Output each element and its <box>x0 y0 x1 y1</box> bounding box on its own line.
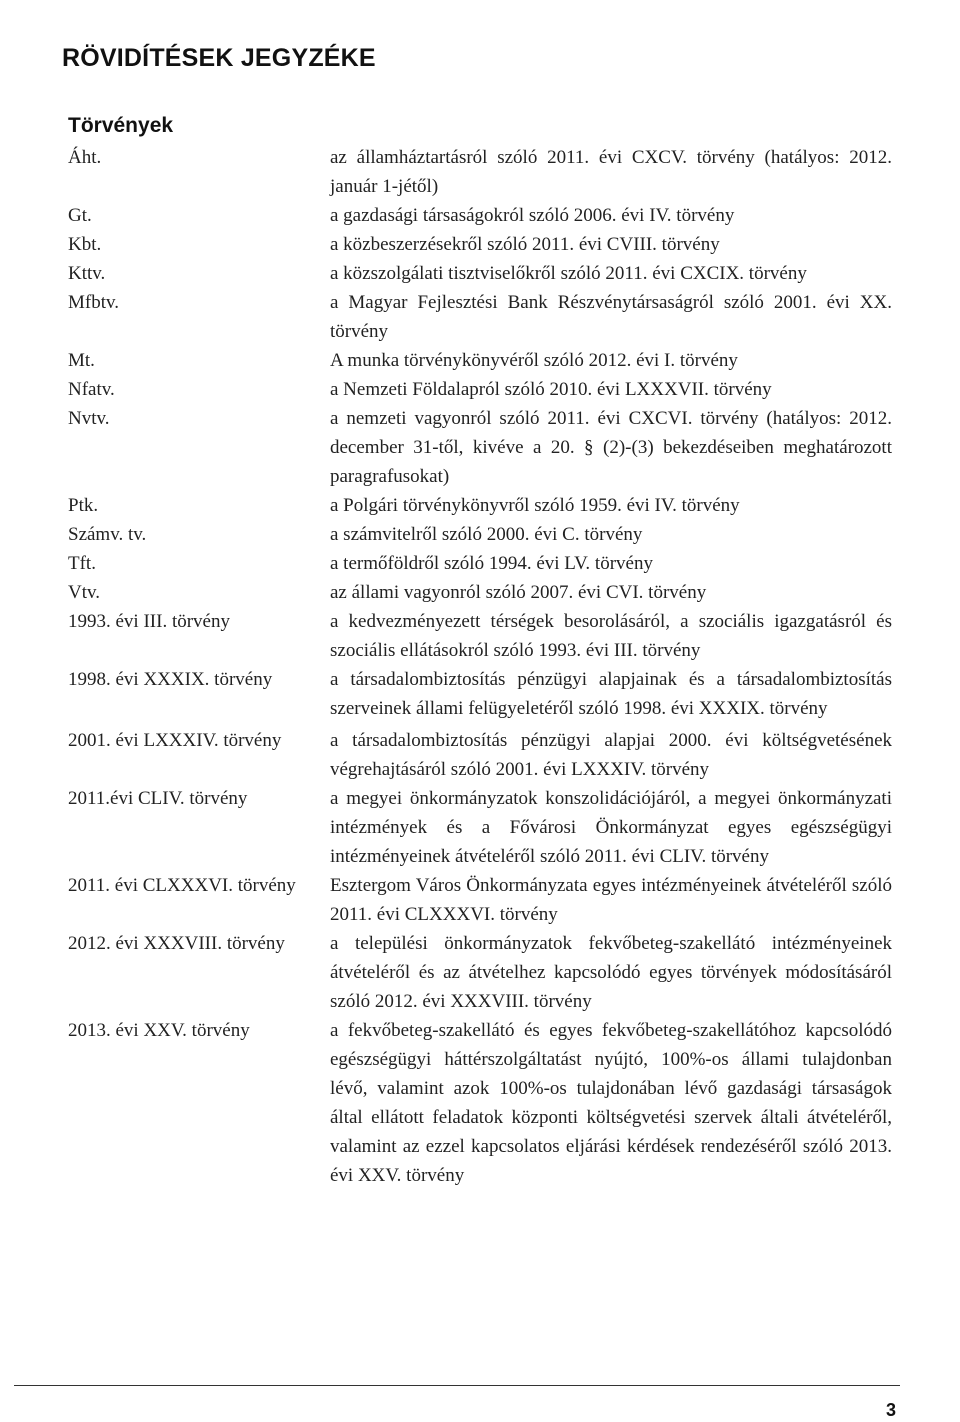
abbreviation-term: Ptk. <box>68 495 99 516</box>
list-item <box>68 578 898 607</box>
abbreviation-definition: a Polgári törvénykönyvről szóló 1959. évi IV. törvény <box>330 495 740 516</box>
abbreviation-definition: az állami vagyonról szóló 2007. évi CVI. törvény <box>330 582 707 603</box>
abbreviation-definition: a nemzeti vagyonról szóló 2011. évi CXCVI. törvény (hatályos: 2012. december 31-től, kivéve a 20. § (2)-(3) bekezdéseiben meghatározott paragrafusokat) <box>330 408 892 487</box>
list-item <box>68 259 898 288</box>
abbreviation-term: 2011.évi CLIV. törvény <box>68 788 248 809</box>
abbreviation-definition: a társadalombiztosítás pénzügyi alapjainak és a társadalombiztosítás szerveinek állami felügyeletéről szóló 1998. évi XXXIX. törvény <box>330 669 892 719</box>
abbreviation-term: Kbt. <box>68 234 102 255</box>
list-item <box>68 346 898 375</box>
abbreviation-definition: a termőföldről szóló 1994. évi LV. törvény <box>330 553 653 574</box>
list-item <box>68 549 898 578</box>
abbreviation-definition: a gazdasági társaságokról szóló 2006. évi IV. törvény <box>330 205 735 226</box>
list-item <box>68 201 898 230</box>
abbreviation-term: Mfbtv. <box>68 292 120 313</box>
list-item <box>68 607 898 665</box>
list-item <box>68 143 898 201</box>
list-item <box>68 871 898 929</box>
abbreviation-definition: a közszolgálati tisztviselőkről szóló 2011. évi CXCIX. törvény <box>330 263 807 284</box>
abbreviation-definition: a fekvőbeteg-szakellátó és egyes fekvőbeteg-szakellátóhoz kapcsolódó egészségügyi háttérszolgáltatást nyújtó, 100%-os állami tulajdonban lévő, valamint azok 100%-os tulajdonában lévő gazdasági társaságok által ellátott feladatok központi költségvetési szervek általi átvételéről, valamint az ezzel kapcsolatos eljárási kérdések rendezéséről szóló 2013. évi XXV. törvény <box>330 1020 892 1186</box>
page-number: 3 <box>886 1400 897 1420</box>
abbreviation-list <box>68 143 898 1190</box>
list-item <box>68 665 898 723</box>
abbreviation-term: Kttv. <box>68 263 106 284</box>
abbreviation-term: 2001. évi LXXXIV. törvény <box>68 730 282 751</box>
footer-divider <box>14 1385 900 1386</box>
abbreviation-definition: Esztergom Város Önkormányzata egyes intézményeinek átvételéről szóló 2011. évi CLXXXVI. törvény <box>330 875 892 925</box>
abbreviation-definition: a települési önkormányzatok fekvőbeteg-szakellátó intézményeinek átvételéről és az átvételhez kapcsolódó egyes törvények módosításáról szóló 2012. évi XXXVIII. törvény <box>330 933 892 1012</box>
abbreviation-term: 1998. évi XXXIX. törvény <box>68 669 273 690</box>
abbreviation-term: Tft. <box>68 553 96 574</box>
abbreviation-definition: az államháztartásról szóló 2011. évi CXCV. törvény (hatályos: 2012. január 1-jétől) <box>330 147 892 197</box>
abbreviation-definition: a kedvezményezett térségek besorolásáról, a szociális igazgatásról és szociális ellátásokról szóló 1993. évi III. törvény <box>330 611 892 661</box>
abbreviation-definition: a számvitelről szóló 2000. évi C. törvény <box>330 524 643 545</box>
abbreviation-term: Áht. <box>68 147 102 168</box>
abbreviation-definition: A munka törvénykönyvéről szóló 2012. évi I. törvény <box>330 350 738 371</box>
abbreviation-term: Vtv. <box>68 582 101 603</box>
abbreviation-definition: a közbeszerzésekről szóló 2011. évi CVIII. törvény <box>330 234 720 255</box>
list-item <box>68 520 898 549</box>
abbreviation-definition: a társadalombiztosítás pénzügyi alapjai 2000. évi költségvetésének végrehajtásáról szóló 2001. évi LXXXIV. törvény <box>330 730 892 780</box>
abbreviation-term: 1993. évi III. törvény <box>68 611 230 632</box>
abbreviation-definition: a Magyar Fejlesztési Bank Részvénytársaságról szóló 2001. évi XX. törvény <box>330 292 892 342</box>
abbreviation-term: Nvtv. <box>68 408 110 429</box>
list-item <box>68 784 898 871</box>
abbreviation-term: Számv. tv. <box>68 524 147 545</box>
section-heading: Törvények <box>68 114 174 137</box>
abbreviation-term: 2012. évi XXXVIII. törvény <box>68 933 285 954</box>
list-item <box>68 491 898 520</box>
list-item <box>68 404 898 491</box>
abbreviation-term: Nfatv. <box>68 379 115 400</box>
abbreviation-term: Gt. <box>68 205 92 226</box>
list-item <box>68 288 898 346</box>
list-item <box>68 230 898 259</box>
list-item <box>68 726 898 784</box>
list-item <box>68 1016 898 1190</box>
list-item <box>68 375 898 404</box>
abbreviation-term: 2011. évi CLXXXVI. törvény <box>68 875 296 896</box>
page-title: RÖVIDÍTÉSEK JEGYZÉKE <box>62 44 376 72</box>
abbreviation-term: 2013. évi XXV. törvény <box>68 1020 250 1041</box>
list-item <box>68 929 898 1016</box>
abbreviation-term: Mt. <box>68 350 95 371</box>
abbreviation-definition: a Nemzeti Földalapról szóló 2010. évi LXXXVII. törvény <box>330 379 772 400</box>
abbreviation-definition: a megyei önkormányzatok konszolidációjáról, a megyei önkormányzati intézmények és a Fővárosi Önkormányzat egyes egészségügyi intézményeinek átvételéről szóló 2011. évi CLIV. törvény <box>330 788 892 867</box>
